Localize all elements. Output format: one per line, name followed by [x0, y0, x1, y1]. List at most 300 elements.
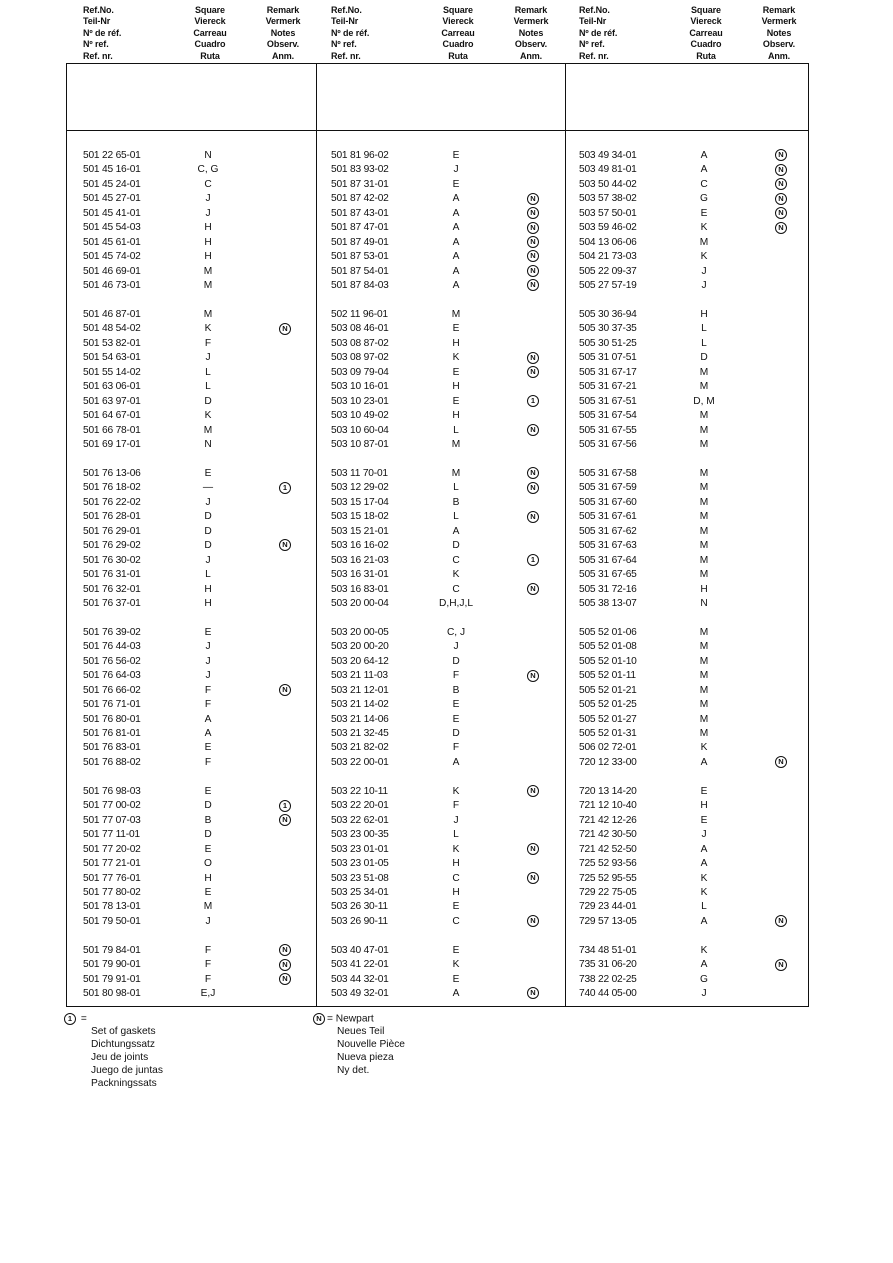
part-ref-number: 503 16 83-01	[331, 583, 389, 595]
newpart-translation-line: Nueva pieza	[337, 1052, 394, 1064]
part-ref-number: 503 41 22-01	[331, 959, 389, 971]
square-code: L	[701, 337, 707, 349]
header-remark-line: Anm.	[767, 50, 791, 61]
square-code: H	[204, 583, 212, 595]
square-code: J	[453, 641, 459, 653]
part-ref-number: 501 83 93-02	[331, 164, 389, 176]
header-remark-line: Notes	[270, 27, 296, 38]
header-square-line: Ruta	[448, 50, 468, 61]
square-code: G	[700, 193, 708, 205]
square-code: M	[699, 236, 709, 248]
part-ref-number: 501 63 97-01	[83, 395, 141, 407]
header-square-line: Carreau	[193, 27, 227, 38]
newpart-circle-icon: N	[527, 670, 539, 682]
gasket-translations	[64, 1026, 163, 1090]
part-ref-number: 503 21 14-02	[331, 699, 389, 711]
part-ref-number: 503 11 70-01	[331, 467, 388, 479]
part-ref-number: 721 42 12-26	[579, 814, 637, 826]
part-ref-number: 740 44 05-00	[579, 988, 637, 1000]
newpart-circle-icon: N	[775, 149, 787, 161]
square-code: E	[204, 742, 212, 754]
square-code: K	[204, 410, 212, 422]
part-ref-number: 503 22 00-01	[331, 756, 389, 768]
remark-mark	[771, 192, 791, 206]
square-code: H	[204, 251, 212, 263]
square-code: D,H,J,L	[439, 597, 473, 609]
remark-mark	[523, 510, 543, 524]
part-ref-number: 505 31 67-55	[579, 424, 637, 436]
square-code: A	[452, 207, 460, 219]
part-ref-number: 503 21 11-03	[331, 670, 388, 682]
header-ref-line: Ref.No.	[83, 5, 114, 15]
newpart-circle-icon: N	[279, 944, 291, 956]
part-ref-number: 721 12 10-40	[579, 800, 637, 812]
part-ref-number: 503 49 34-01	[579, 150, 637, 161]
square-code: F	[204, 959, 212, 971]
square-code: C	[452, 583, 460, 595]
square-code: J	[701, 829, 707, 841]
part-ref-number: 503 23 01-05	[331, 858, 389, 870]
part-ref-number: 725 52 93-56	[579, 858, 637, 870]
part-ref-number: 505 30 51-25	[579, 337, 637, 349]
part-ref-number: 505 31 67-64	[579, 554, 637, 566]
part-ref-number: 503 26 30-11	[331, 901, 388, 913]
header-remark-line: Remark	[762, 5, 796, 15]
newpart-circle-icon: N	[775, 756, 787, 768]
part-ref-number: 501 87 84-03	[331, 280, 389, 292]
part-ref-number: 503 21 32-45	[331, 728, 389, 739]
newpart-circle-icon: N	[279, 959, 291, 971]
part-ref-number: 503 10 60-04	[331, 424, 389, 436]
newpart-translation-line: Nouvelle Pièce	[337, 1039, 405, 1051]
part-ref-number: 501 54 63-01	[83, 352, 141, 364]
part-ref-number: 505 52 01-31	[579, 728, 637, 739]
part-ref-number: 501 48 54-02	[83, 323, 141, 335]
remark-mark	[523, 554, 543, 568]
square-code: H	[700, 308, 708, 320]
part-ref-number: 505 31 67-56	[579, 439, 637, 450]
square-code: E	[204, 467, 212, 479]
newpart-circle-icon: N	[527, 236, 539, 248]
square-code: O	[204, 858, 212, 870]
square-code: J	[205, 670, 211, 682]
column-divider	[316, 64, 317, 1006]
part-ref-number: 505 52 01-10	[579, 655, 637, 667]
newpart-translations	[313, 1026, 405, 1077]
part-ref-number: 501 79 50-01	[83, 915, 141, 927]
square-code: C, G	[197, 164, 219, 176]
header-ref-line: Nº ref.	[579, 39, 605, 50]
part-ref-number: 501 77 80-02	[83, 886, 141, 898]
remark-mark	[523, 915, 543, 929]
newpart-circle-icon: N	[527, 222, 539, 234]
square-code: J	[205, 554, 211, 566]
newpart-circle-icon: N	[775, 207, 787, 219]
square-code: C, J	[446, 626, 466, 638]
square-code: C	[452, 872, 460, 884]
square-code: G	[700, 973, 708, 985]
square-code: K	[700, 251, 708, 263]
part-ref-number: 501 76 18-02	[83, 482, 141, 494]
square-code: E	[204, 886, 212, 898]
header-remark-line: Vermerk	[513, 16, 549, 27]
part-ref-number: 501 76 28-01	[83, 511, 141, 523]
remark-mark	[523, 366, 543, 380]
remark-mark	[523, 351, 543, 365]
part-ref-number: 505 31 67-62	[579, 525, 637, 537]
remark-mark	[523, 250, 543, 264]
newpart-symbol-icon: N	[313, 1013, 325, 1025]
part-ref-number: 505 22 09-37	[579, 265, 637, 277]
remark-mark	[771, 149, 791, 163]
square-code: D	[452, 540, 460, 552]
header-remark-line: Vermerk	[761, 16, 797, 27]
gasket-translation-line: Jeu de joints	[91, 1052, 149, 1064]
part-ref-number: 503 20 00-04	[331, 597, 389, 609]
square-code: A	[204, 728, 212, 739]
remark-mark	[771, 163, 791, 177]
square-code: M	[699, 684, 709, 696]
square-code: A	[700, 915, 708, 927]
square-code: L	[453, 482, 459, 494]
gasket-equals: =	[78, 1013, 87, 1025]
square-code: K	[700, 886, 708, 898]
gasket-circle-icon: 1	[279, 482, 291, 494]
square-code: M	[699, 626, 709, 638]
part-ref-number: 501 76 39-02	[83, 626, 141, 638]
square-code: E	[700, 785, 708, 797]
header-square-col1	[434, 5, 482, 62]
part-ref-number: 505 31 67-54	[579, 410, 637, 422]
header-ref-col1	[331, 5, 369, 62]
newpart-circle-icon: N	[279, 539, 291, 551]
part-ref-number: 504 13 06-06	[579, 236, 637, 248]
part-ref-number: 503 16 21-03	[331, 554, 389, 566]
part-ref-number: 501 87 49-01	[331, 236, 389, 248]
square-code: H	[700, 800, 708, 812]
newpart-circle-icon: N	[527, 467, 539, 479]
square-code: B	[204, 814, 212, 826]
part-ref-number: 503 21 82-02	[331, 742, 389, 754]
part-ref-number: 501 79 90-01	[83, 959, 141, 971]
part-ref-number: 501 55 14-02	[83, 366, 141, 378]
remark-mark	[523, 583, 543, 597]
square-code: M	[699, 381, 709, 393]
part-ref-number: 505 31 67-59	[579, 482, 637, 494]
header-square-line: Square	[691, 5, 721, 15]
square-code: A	[204, 713, 212, 725]
part-ref-number: 501 46 73-01	[83, 280, 141, 292]
part-ref-number: 501 76 88-02	[83, 756, 141, 768]
part-ref-number: 501 76 56-02	[83, 655, 141, 667]
header-square-line: Ruta	[200, 50, 220, 61]
square-code: A	[700, 164, 708, 176]
square-code: K	[452, 785, 460, 797]
part-ref-number: 501 77 11-01	[83, 829, 140, 841]
part-ref-number: 501 76 31-01	[83, 569, 141, 581]
part-ref-number: 505 31 67-51	[579, 395, 637, 407]
square-code: K	[452, 352, 460, 364]
square-code: J	[453, 164, 459, 176]
part-ref-number: 505 31 72-16	[579, 583, 637, 595]
header-remark-line: Anm.	[519, 50, 543, 61]
part-ref-number: 503 22 10-11	[331, 785, 388, 797]
square-code: E	[204, 785, 212, 797]
square-code: F	[204, 756, 212, 768]
square-code: L	[205, 366, 211, 378]
part-ref-number: 503 23 01-01	[331, 843, 389, 855]
square-code: K	[700, 742, 708, 754]
remark-mark	[523, 395, 543, 409]
gasket-circle-icon: 1	[279, 800, 291, 812]
part-ref-number: 735 31 06-20	[579, 959, 637, 971]
part-ref-number: 503 49 32-01	[331, 988, 389, 1000]
header-remark-line: Observ.	[266, 39, 300, 50]
square-code: C	[452, 554, 460, 566]
header-ref-line: Teil-Nr	[579, 16, 607, 27]
newpart-translation-line: Ny det.	[337, 1064, 370, 1076]
newpart-circle-icon: N	[527, 207, 539, 219]
part-ref-number: 503 15 18-02	[331, 511, 389, 523]
part-ref-number: 505 27 57-19	[579, 280, 637, 292]
square-code: D	[700, 352, 708, 364]
part-ref-number: 503 16 16-02	[331, 540, 389, 552]
header-ref-line: Ref.No.	[579, 5, 610, 15]
part-ref-number: 501 45 61-01	[83, 236, 141, 248]
part-ref-number: 503 12 29-02	[331, 482, 389, 494]
square-code: E	[700, 207, 708, 219]
square-code: C	[452, 915, 460, 927]
header-ref-line: Ref. nr.	[331, 50, 361, 61]
remark-mark	[275, 684, 295, 698]
header-ref-line: Ref. nr.	[83, 50, 113, 61]
square-code: E	[452, 395, 460, 407]
remark-mark	[523, 221, 543, 235]
newpart-circle-icon: N	[775, 915, 787, 927]
remark-mark	[523, 669, 543, 683]
part-ref-number: 501 45 27-01	[83, 193, 141, 205]
part-ref-number: 501 76 80-01	[83, 713, 141, 725]
square-code: A	[452, 280, 460, 292]
square-code: H	[204, 222, 212, 234]
part-ref-number: 505 31 67-58	[579, 467, 637, 479]
square-code: H	[700, 583, 708, 595]
header-ref-line: Nº de réf.	[331, 27, 370, 38]
gasket-translation-line: Juego de juntas	[91, 1064, 163, 1076]
square-code: M	[699, 439, 709, 450]
remark-mark	[771, 915, 791, 929]
square-code: F	[204, 699, 212, 711]
part-ref-number: 503 59 46-02	[579, 222, 637, 234]
square-code: J	[701, 265, 707, 277]
square-code: M	[203, 308, 213, 320]
newpart-circle-icon: N	[527, 987, 539, 999]
newpart-circle-icon: N	[527, 843, 539, 855]
part-ref-number: 501 76 71-01	[83, 699, 141, 711]
newpart-circle-icon: N	[527, 352, 539, 364]
part-ref-number: 501 76 98-03	[83, 785, 141, 797]
remark-mark	[523, 467, 543, 481]
part-ref-number: 738 22 02-25	[579, 973, 637, 985]
part-ref-number: 505 30 36-94	[579, 308, 637, 320]
part-ref-number: 501 22 65-01	[83, 150, 141, 161]
newpart-circle-icon: N	[527, 424, 539, 436]
newpart-circle-icon: N	[279, 684, 291, 696]
part-ref-number: 505 52 01-27	[579, 713, 637, 725]
header-square-line: Square	[195, 5, 225, 15]
header-remark-line: Notes	[766, 27, 792, 38]
part-ref-number: 501 64 67-01	[83, 410, 141, 422]
square-code: H	[204, 236, 212, 248]
square-code: J	[205, 496, 211, 508]
square-code: F	[204, 973, 212, 985]
square-code: H	[452, 410, 460, 422]
part-ref-number: 501 45 54-03	[83, 222, 141, 234]
remark-mark	[275, 958, 295, 972]
remark-mark	[523, 843, 543, 857]
square-code: A	[452, 265, 460, 277]
newpart-circle-icon: N	[527, 279, 539, 291]
remark-mark	[523, 424, 543, 438]
part-ref-number: 503 15 21-01	[331, 525, 389, 537]
part-ref-number: 501 77 21-01	[83, 858, 141, 870]
square-code: M	[203, 424, 213, 436]
part-ref-number: 721 42 52-50	[579, 843, 637, 855]
square-code: E	[452, 973, 460, 985]
square-code: H	[452, 381, 460, 393]
square-code: E	[452, 366, 460, 378]
square-code: A	[700, 150, 708, 161]
part-ref-number: 501 77 00-02	[83, 800, 141, 812]
part-ref-number: 505 31 67-60	[579, 496, 637, 508]
part-ref-number: 501 45 16-01	[83, 164, 141, 176]
square-code: M	[699, 410, 709, 422]
square-code: K	[452, 959, 460, 971]
part-ref-number: 501 87 42-02	[331, 193, 389, 205]
square-code: A	[452, 756, 460, 768]
part-ref-number: 501 76 32-01	[83, 583, 141, 595]
remark-mark	[523, 236, 543, 250]
part-ref-number: 501 87 53-01	[331, 251, 389, 263]
square-code: B	[452, 496, 460, 508]
square-code: L	[701, 901, 707, 913]
remark-mark	[523, 785, 543, 799]
part-ref-number: 503 08 46-01	[331, 323, 389, 335]
header-remark-line: Vermerk	[265, 16, 301, 27]
square-code: E	[452, 901, 460, 913]
square-code: M	[451, 308, 461, 320]
part-ref-number: 501 46 69-01	[83, 265, 141, 277]
square-code: A	[452, 193, 460, 205]
part-ref-number: 505 31 67-61	[579, 511, 637, 523]
part-ref-number: 501 69 17-01	[83, 439, 141, 450]
square-code: M	[699, 569, 709, 581]
square-code: D	[204, 395, 212, 407]
square-code: E	[452, 150, 460, 161]
square-code: F	[452, 800, 460, 812]
square-code: B	[452, 684, 460, 696]
gasket-translation-line: Set of gaskets	[91, 1026, 156, 1038]
square-code: M	[699, 525, 709, 537]
remark-mark	[771, 178, 791, 192]
part-ref-number: 501 45 24-01	[83, 178, 141, 190]
header-square-line: Viereck	[690, 16, 722, 27]
newpart-circle-icon: N	[775, 164, 787, 176]
square-code: E	[452, 178, 460, 190]
remark-mark	[275, 322, 295, 336]
square-code: F	[204, 337, 212, 349]
part-ref-number: 501 87 47-01	[331, 222, 389, 234]
square-code: L	[453, 829, 459, 841]
square-code: M	[699, 511, 709, 523]
header-remark-line: Anm.	[271, 50, 295, 61]
part-ref-number: 503 10 87-01	[331, 439, 389, 450]
square-code: K	[452, 569, 460, 581]
square-code: N	[204, 150, 212, 161]
header-remark-line: Notes	[518, 27, 544, 38]
square-code: M	[699, 424, 709, 436]
square-code: M	[699, 540, 709, 552]
part-ref-number: 501 46 87-01	[83, 308, 141, 320]
part-ref-number: 501 76 29-01	[83, 525, 141, 537]
header-ref-line: Nº de réf.	[579, 27, 618, 38]
square-code: E	[452, 944, 460, 956]
column-divider	[565, 64, 566, 1006]
square-code: F	[204, 944, 212, 956]
square-code: F	[204, 684, 212, 696]
part-ref-number: 501 76 13-06	[83, 467, 141, 479]
remark-mark	[771, 958, 791, 972]
square-code: M	[699, 670, 709, 682]
part-ref-number: 501 76 22-02	[83, 496, 141, 508]
part-ref-number: 501 80 98-01	[83, 988, 141, 1000]
header-square-line: Square	[443, 5, 473, 15]
square-code: A	[452, 525, 460, 537]
header-square-line: Cuadro	[690, 39, 722, 50]
square-code: D	[452, 655, 460, 667]
header-ref-line: Ref.No.	[331, 5, 362, 15]
remark-mark	[275, 799, 295, 813]
header-square-line: Carreau	[689, 27, 723, 38]
header-ref-col0	[83, 5, 121, 62]
part-ref-number: 501 77 07-03	[83, 814, 141, 826]
remark-mark	[771, 221, 791, 235]
square-code: D	[204, 525, 212, 537]
part-ref-number: 503 16 31-01	[331, 569, 389, 581]
part-ref-number: 501 45 41-01	[83, 207, 141, 219]
part-ref-number: 503 50 44-02	[579, 178, 637, 190]
square-code: J	[205, 641, 211, 653]
square-code: J	[701, 988, 707, 1000]
newpart-line-0: = Newpart	[327, 1013, 374, 1025]
square-code: E	[452, 713, 460, 725]
part-ref-number: 503 22 62-01	[331, 814, 389, 826]
part-ref-number: 729 57 13-05	[579, 915, 637, 927]
square-code: M	[699, 366, 709, 378]
square-code: L	[701, 323, 707, 335]
newpart-circle-icon: N	[527, 482, 539, 494]
part-ref-number: 503 21 12-01	[331, 684, 389, 696]
square-code: M	[203, 901, 213, 913]
part-ref-number: 501 76 83-01	[83, 742, 141, 754]
square-code: A	[452, 222, 460, 234]
header-square-line: Ruta	[696, 50, 716, 61]
header-ref-line: Teil-Nr	[83, 16, 111, 27]
square-code: E,J	[200, 988, 216, 1000]
square-code: J	[701, 280, 707, 292]
part-ref-number: 503 08 87-02	[331, 337, 389, 349]
part-ref-number: 505 52 01-25	[579, 699, 637, 711]
